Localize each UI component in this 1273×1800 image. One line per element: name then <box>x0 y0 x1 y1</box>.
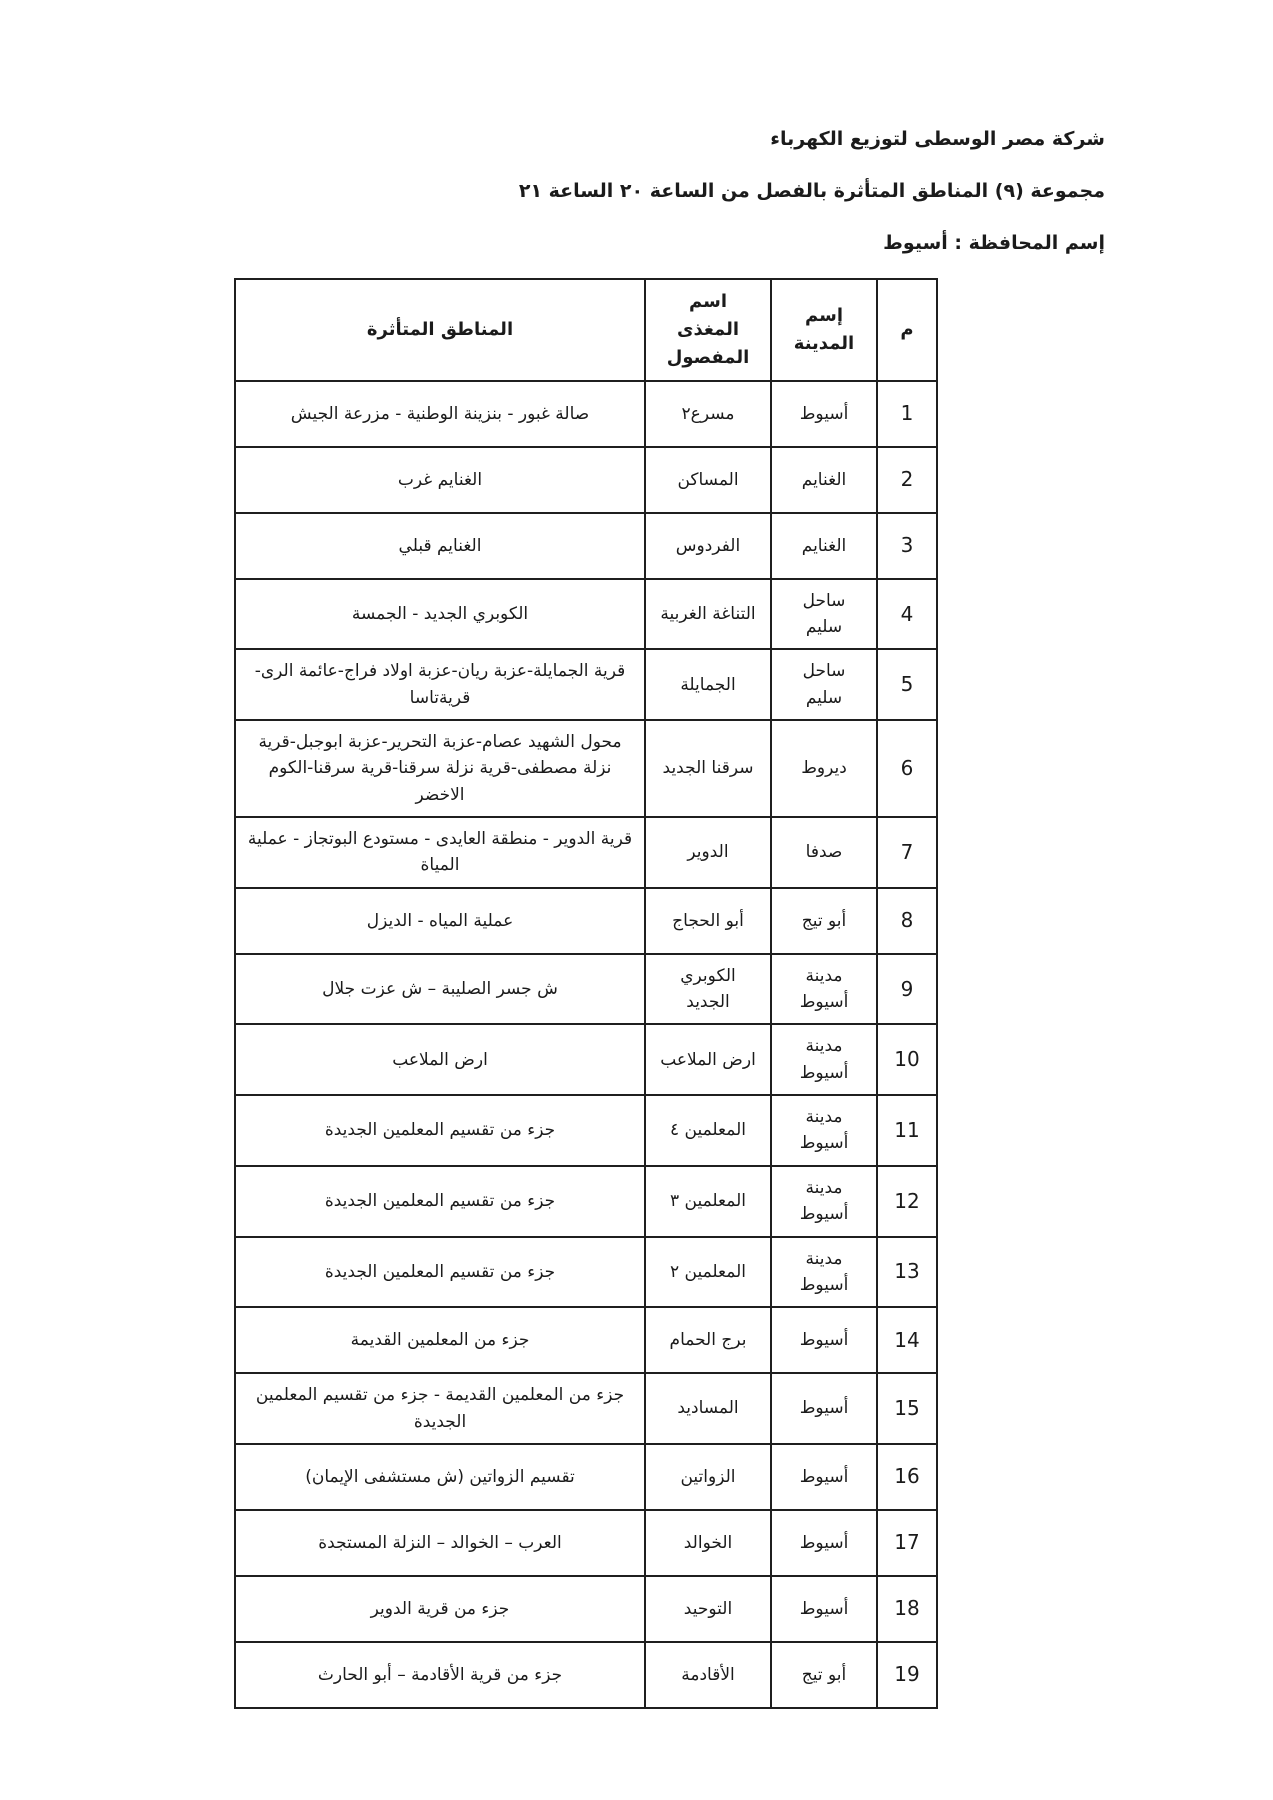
cell-row-number: 13 <box>877 1237 937 1308</box>
table-row <box>235 817 937 888</box>
cell-feeder-name: أبو الحجاج <box>645 888 771 954</box>
cell-city-name: أسيوط <box>771 1576 877 1642</box>
cell-row-number: 2 <box>877 447 937 513</box>
col-header-city: إسم المدينة <box>771 279 877 381</box>
cell-affected-areas: ارض الملاعب <box>235 1024 645 1095</box>
table-row <box>235 1510 937 1576</box>
table-row <box>235 1024 937 1095</box>
cell-city-name: ديروط <box>771 720 877 817</box>
cell-feeder-name: التوحيد <box>645 1576 771 1642</box>
cell-affected-areas: جزء من قرية الدوير <box>235 1576 645 1642</box>
cell-feeder-name: الفردوس <box>645 513 771 579</box>
cell-row-number: 7 <box>877 817 937 888</box>
table-row <box>235 1307 937 1373</box>
table-header-row <box>235 279 937 381</box>
cell-city-name: الغنايم <box>771 447 877 513</box>
col-header-feeder: اسم المغذى المفصول <box>645 279 771 381</box>
governorate-label: إسم المحافظة : أسيوط <box>883 232 1105 254</box>
cell-row-number: 9 <box>877 954 937 1025</box>
cell-feeder-name: المعلمين ٣ <box>645 1166 771 1237</box>
table-row <box>235 649 937 720</box>
cell-city-name: مدينة أسيوط <box>771 1024 877 1095</box>
cell-city-name: الغنايم <box>771 513 877 579</box>
cell-affected-areas: الغنايم غرب <box>235 447 645 513</box>
cell-affected-areas: تقسيم الزواتين (ش مستشفى الإيمان) <box>235 1444 645 1510</box>
cell-affected-areas: قرية الجمايلة-عزبة ريان-عزبة اولاد فراج-عائمة الرى-قريةتاسا <box>235 649 645 720</box>
table-row <box>235 1373 937 1444</box>
table-row <box>235 1642 937 1708</box>
document-header <box>120 128 1105 284</box>
cell-row-number: 16 <box>877 1444 937 1510</box>
cell-feeder-name: مسرع٢ <box>645 381 771 447</box>
cell-affected-areas: صالة غبور - بنزينة الوطنية - مزرعة الجيش <box>235 381 645 447</box>
cell-feeder-name: برج الحمام <box>645 1307 771 1373</box>
cell-affected-areas: محول الشهيد عصام-عزبة التحرير-عزبة ابوجبل-قرية نزلة مصطفى-قرية نزلة سرقنا-قرية سرقنا-الكوم الاخضر <box>235 720 645 817</box>
table-row <box>235 1237 937 1308</box>
cell-affected-areas: ش جسر الصليبة – ش عزت جلال <box>235 954 645 1025</box>
table-row <box>235 1095 937 1166</box>
cell-affected-areas: جزء من تقسيم المعلمين الجديدة <box>235 1095 645 1166</box>
cell-affected-areas: الغنايم قبلي <box>235 513 645 579</box>
cell-affected-areas: جزء من تقسيم المعلمين الجديدة <box>235 1237 645 1308</box>
group-subtitle: مجموعة (٩) المناطق المتأثرة بالفصل من الساعة ٢٠ الساعة ٢١ <box>518 180 1105 202</box>
company-title: شركة مصر الوسطى لتوزيع الكهرباء <box>770 128 1105 150</box>
table-row <box>235 1444 937 1510</box>
cell-row-number: 4 <box>877 579 937 650</box>
cell-row-number: 1 <box>877 381 937 447</box>
cell-feeder-name: الدوير <box>645 817 771 888</box>
cell-affected-areas: الكوبري الجديد - الجمسة <box>235 579 645 650</box>
cell-feeder-name: الجمايلة <box>645 649 771 720</box>
cell-city-name: مدينة أسيوط <box>771 1095 877 1166</box>
table-row <box>235 513 937 579</box>
table-row <box>235 888 937 954</box>
cell-row-number: 10 <box>877 1024 937 1095</box>
cell-feeder-name: الخوالد <box>645 1510 771 1576</box>
cell-feeder-name: المعلمين ٢ <box>645 1237 771 1308</box>
cell-row-number: 12 <box>877 1166 937 1237</box>
cell-row-number: 11 <box>877 1095 937 1166</box>
cell-feeder-name: الكوبري الجديد <box>645 954 771 1025</box>
cell-city-name: أسيوط <box>771 1373 877 1444</box>
cell-city-name: ساحل سليم <box>771 579 877 650</box>
cell-affected-areas: جزء من قرية الأقادمة – أبو الحارث <box>235 1642 645 1708</box>
outage-areas-table <box>234 278 938 1709</box>
cell-row-number: 19 <box>877 1642 937 1708</box>
cell-feeder-name: المساديد <box>645 1373 771 1444</box>
cell-row-number: 18 <box>877 1576 937 1642</box>
cell-city-name: أسيوط <box>771 1510 877 1576</box>
cell-city-name: أبو تيج <box>771 888 877 954</box>
col-header-index: م <box>877 279 937 381</box>
table-row <box>235 579 937 650</box>
cell-affected-areas: قرية الدوير - منطقة العايدى - مستودع البوتجاز - عملية المياة <box>235 817 645 888</box>
table-row <box>235 381 937 447</box>
cell-row-number: 5 <box>877 649 937 720</box>
table-row <box>235 1576 937 1642</box>
cell-city-name: أبو تيج <box>771 1642 877 1708</box>
cell-feeder-name: المعلمين ٤ <box>645 1095 771 1166</box>
cell-city-name: أسيوط <box>771 1444 877 1510</box>
cell-affected-areas: العرب – الخوالد – النزلة المستجدة <box>235 1510 645 1576</box>
cell-city-name: صدفا <box>771 817 877 888</box>
cell-city-name: مدينة أسيوط <box>771 1166 877 1237</box>
cell-city-name: ساحل سليم <box>771 649 877 720</box>
cell-row-number: 3 <box>877 513 937 579</box>
cell-city-name: أسيوط <box>771 1307 877 1373</box>
cell-row-number: 14 <box>877 1307 937 1373</box>
cell-feeder-name: التناغة الغربية <box>645 579 771 650</box>
cell-city-name: مدينة أسيوط <box>771 1237 877 1308</box>
cell-affected-areas: عملية المياه - الديزل <box>235 888 645 954</box>
cell-row-number: 6 <box>877 720 937 817</box>
cell-row-number: 8 <box>877 888 937 954</box>
col-header-areas: المناطق المتأثرة <box>235 279 645 381</box>
cell-row-number: 17 <box>877 1510 937 1576</box>
cell-feeder-name: ارض الملاعب <box>645 1024 771 1095</box>
cell-city-name: مدينة أسيوط <box>771 954 877 1025</box>
cell-affected-areas: جزء من تقسيم المعلمين الجديدة <box>235 1166 645 1237</box>
cell-affected-areas: جزء من المعلمين القديمة - جزء من تقسيم المعلمين الجديدة <box>235 1373 645 1444</box>
table-row <box>235 954 937 1025</box>
table-row <box>235 447 937 513</box>
table-row <box>235 720 937 817</box>
cell-row-number: 15 <box>877 1373 937 1444</box>
cell-feeder-name: سرقنا الجديد <box>645 720 771 817</box>
cell-city-name: أسيوط <box>771 381 877 447</box>
cell-feeder-name: الأقادمة <box>645 1642 771 1708</box>
table-row <box>235 1166 937 1237</box>
cell-feeder-name: المساكن <box>645 447 771 513</box>
cell-feeder-name: الزواتين <box>645 1444 771 1510</box>
cell-affected-areas: جزء من المعلمين القديمة <box>235 1307 645 1373</box>
